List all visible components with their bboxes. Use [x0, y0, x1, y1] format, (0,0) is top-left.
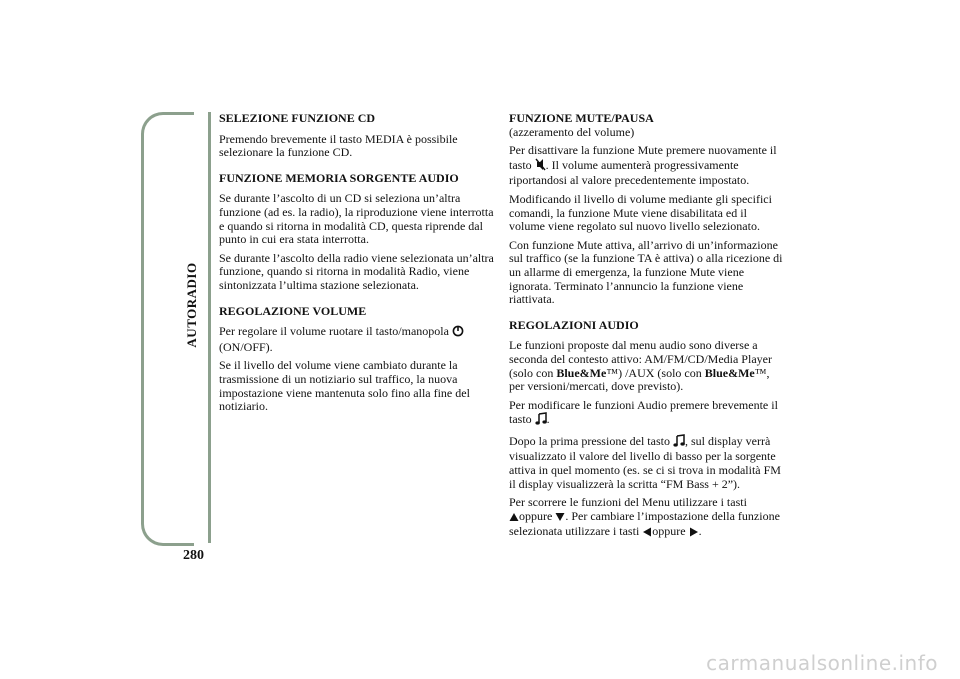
music-note-icon: [673, 434, 685, 451]
triangle-down-icon: [555, 512, 565, 526]
text: oppure: [652, 524, 686, 539]
text: ™, per versioni/mercati, dove previsto).: [509, 365, 770, 394]
right-column: [509, 112, 784, 546]
text: Le funzioni proposte dal menu audio sono diverse a seconda del contesto attivo: AM/FM/CD/Media Player (solo con: [509, 338, 772, 380]
watermark: carmanualsonline.info: [706, 651, 938, 675]
power-knob-icon: [452, 325, 464, 341]
subheading: (azzeramento del volume): [509, 124, 635, 139]
heading-cd: SELEZIONE FUNZIONE CD: [219, 111, 376, 125]
text: .: [546, 412, 550, 427]
music-note-icon: [535, 412, 547, 429]
text: .: [698, 524, 702, 539]
mute-icon: [535, 158, 546, 175]
heading-audio: REGOLAZIONI AUDIO: [509, 317, 639, 332]
text: Dopo la prima pressione del tasto: [509, 433, 670, 448]
heading-mute: FUNZIONE MUTE/PAUSA: [509, 111, 654, 125]
paragraph: Premendo brevemente il tasto MEDIA è possibile selezionare la funzione CD.: [219, 131, 458, 160]
paragraph: [509, 399, 784, 429]
paragraph: [219, 325, 494, 354]
paragraph: [509, 339, 784, 393]
page-frame-edge: [208, 112, 211, 543]
brand-name: Blue&Me: [556, 365, 607, 380]
heading-volume: REGOLAZIONE VOLUME: [219, 303, 367, 318]
triangle-up-icon: [509, 512, 519, 526]
heading-memory: FUNZIONE MEMORIA SORGENTE AUDIO: [219, 170, 459, 185]
text: oppure: [519, 508, 553, 523]
triangle-right-icon: [689, 527, 699, 541]
text: , sul display verrà visualizzato il valore del livello di basso per la sorgente attiva in quel momento (es. se ci si trova in modalità FM il display visualizzerà la scritta “FM Bass + 2”).: [509, 433, 781, 491]
paragraph: Se durante l’ascolto di un CD si seleziona un’altra funzione (ad es. la radio), la riproduzione viene interrotta e quando si ritorna in modalità CD, questa riprende dal punto in cui era stata interrotta.: [219, 191, 494, 247]
section-label: AUTORADIO: [184, 262, 199, 348]
text: . Per cambiare l’impostazione della funzione selezionata utilizzare i tasti: [509, 508, 780, 539]
paragraph: Modificando il livello di volume mediante gli specifici comandi, la funzione Mute viene disabilitata ed il volume viene regolato sul nuovo livello selezionato.: [509, 191, 772, 234]
text: . Il volume aumenterà progressivamente riportandosi al valore precedentemente impostato.: [509, 157, 750, 188]
text: Per modificare le funzioni Audio premere brevemente il tasto: [509, 397, 778, 427]
text: Per regolare il volume ruotare il tasto/manopola: [219, 324, 449, 339]
paragraph: Con funzione Mute attiva, all’arrivo di un’informazione sul traffico (se la funzione TA è attiva) o alla ricezione di un allarme di emergenza, la funzione Mute viene ignorata. Terminato l’annuncio la funzione viene riattivata.: [509, 237, 783, 307]
text: ™) /AUX (solo con: [606, 365, 702, 380]
brand-name: Blue&Me: [704, 365, 755, 380]
triangle-left-icon: [642, 527, 652, 541]
text: (ON/OFF).: [219, 339, 273, 354]
paragraph: [509, 144, 784, 188]
paragraph: Se durante l’ascolto della radio viene selezionata un’altra funzione, quando si ritorna in modalità Radio, viene sintonizzata l’ultima stazione selezionata.: [219, 250, 494, 292]
text: Per disattivare la funzione Mute premere nuovamente il tasto: [509, 143, 777, 172]
paragraph: Se il livello del volume viene cambiato durante la trasmissione di un notiziario sul traffico, la nuova impostazione viene mantenuta solo fino alla fine del notiziario.: [219, 358, 470, 414]
page-number: 280: [183, 548, 204, 563]
paragraph: [509, 496, 784, 541]
text: Per scorrere le funzioni del Menu utilizzare i tasti: [509, 495, 747, 510]
left-column: [219, 112, 494, 419]
paragraph: [509, 434, 784, 491]
